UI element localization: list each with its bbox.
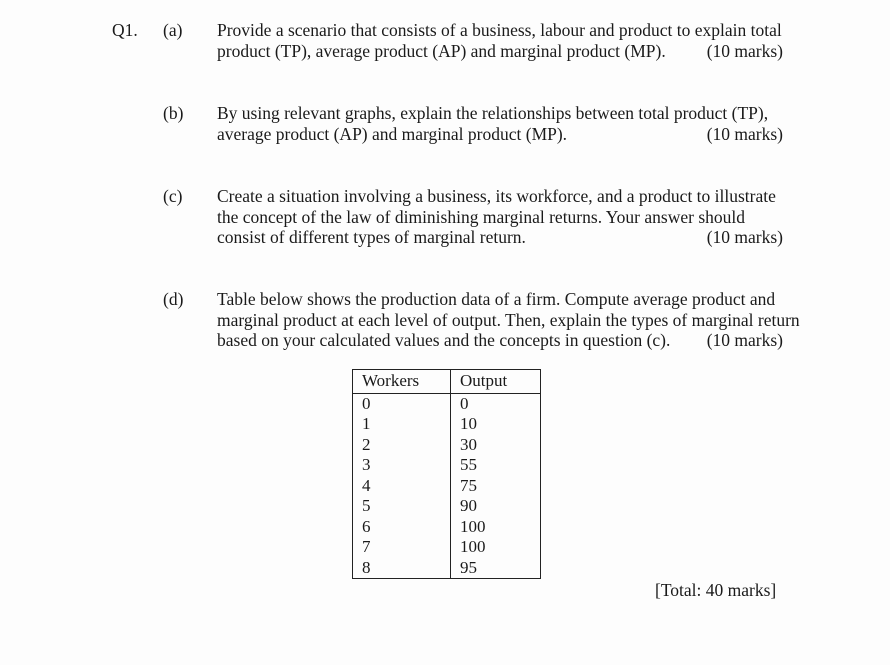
workers-cell: 2 [353, 435, 451, 456]
part-d-marks: (10 marks) [706, 330, 783, 350]
table-row [353, 435, 541, 456]
workers-cell: 8 [353, 558, 451, 579]
output-cell: 100 [451, 517, 541, 538]
table-header-row [353, 370, 541, 394]
table-row [353, 455, 541, 476]
workers-cell: 1 [353, 414, 451, 435]
header-workers: Workers [353, 370, 451, 394]
part-c-marks: (10 marks) [706, 227, 783, 247]
part-b-label: (b) [163, 103, 184, 123]
part-c-line-3 [217, 227, 783, 248]
workers-cell: 3 [353, 455, 451, 476]
part-d-line-3-text: based on your calculated values and the concepts in question (c). [217, 330, 671, 350]
part-d-text [217, 289, 800, 351]
part-b-line-2-text: average product (AP) and marginal product (MP). [217, 123, 568, 144]
table-row [353, 476, 541, 497]
part-a-label: (a) [163, 20, 183, 40]
output-cell: 100 [451, 537, 541, 558]
table-row [353, 496, 541, 517]
part-a-marks: (10 marks) [706, 40, 783, 61]
part-a-line-2-text: product (TP), average product (AP) and marginal product (MP). [217, 40, 666, 61]
table-row [353, 393, 541, 414]
table-row [353, 558, 541, 579]
output-cell: 95 [451, 558, 541, 579]
part-c-label: (c) [163, 186, 183, 206]
workers-cell: 5 [353, 496, 451, 517]
workers-cell: 6 [353, 517, 451, 538]
part-c-line-2: the concept of the law of diminishing marginal returns. Your answer should [217, 206, 745, 227]
output-cell: 75 [451, 476, 541, 497]
output-cell: 0 [451, 393, 541, 414]
output-cell: 55 [451, 455, 541, 476]
table-body [353, 393, 541, 579]
total-marks: [Total: 40 marks] [655, 580, 777, 600]
part-d-label: (d) [163, 289, 184, 309]
header-output: Output [451, 370, 541, 394]
production-data-table [352, 369, 541, 579]
output-cell: 10 [451, 414, 541, 435]
workers-cell: 7 [353, 537, 451, 558]
part-a-line-2 [217, 41, 783, 62]
part-c-line-3-text: consist of different types of marginal return. [217, 227, 526, 247]
table-row [353, 517, 541, 538]
part-b-marks: (10 marks) [706, 123, 783, 144]
part-d-line-3 [217, 330, 783, 351]
table-row [353, 414, 541, 435]
table-row [353, 537, 541, 558]
part-d-line-1: Table below shows the production data of a firm. Compute average product and [217, 289, 776, 309]
workers-cell: 4 [353, 476, 451, 497]
part-d-line-2: marginal product at each level of output. Then, explain the types of marginal return [217, 309, 800, 330]
part-b-line-2 [217, 124, 783, 145]
part-a-text [217, 20, 783, 61]
workers-cell: 0 [353, 393, 451, 414]
question-number: Q1. [112, 20, 138, 40]
output-cell: 90 [451, 496, 541, 517]
part-b-text [217, 103, 783, 144]
part-a-line-1: Provide a scenario that consists of a business, labour and product to explain total [217, 20, 782, 40]
part-c-line-1: Create a situation involving a business, its workforce, and a product to illustrate [217, 186, 776, 206]
output-cell: 30 [451, 435, 541, 456]
part-c-text [217, 186, 783, 248]
part-b-line-1: By using relevant graphs, explain the relationships between total product (TP), [217, 103, 769, 123]
